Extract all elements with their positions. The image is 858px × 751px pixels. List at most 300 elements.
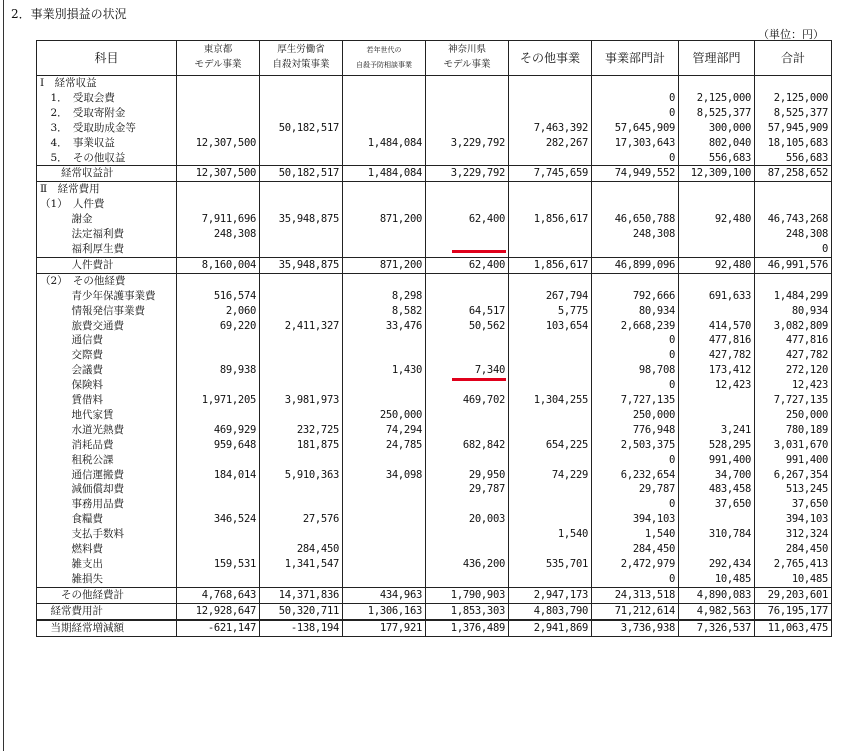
table-cell: 5,910,363 xyxy=(260,468,343,483)
table-cell: 57,945,909 xyxy=(755,121,832,136)
table-cell: 991,400 xyxy=(755,453,832,468)
table-cell: 92,480 xyxy=(679,212,755,227)
table-cell: 57,645,909 xyxy=(592,121,679,136)
row-label: 賃借料 xyxy=(37,393,177,408)
income-statement-table xyxy=(36,40,832,637)
table-cell xyxy=(509,482,592,497)
highlight-underline xyxy=(452,250,506,253)
row-label: 3． 受取助成金等 xyxy=(37,121,177,136)
table-cell: 33,476 xyxy=(343,319,426,334)
table-cell: 177,921 xyxy=(343,620,426,636)
table-row xyxy=(37,289,832,304)
table-cell: 1,341,547 xyxy=(260,557,343,572)
table-cell: 434,963 xyxy=(343,587,426,603)
row-label: 租税公課 xyxy=(37,453,177,468)
table-row xyxy=(37,603,832,619)
table-cell xyxy=(260,151,343,166)
table-cell: 556,683 xyxy=(755,151,832,166)
table-cell xyxy=(177,182,260,197)
table-cell: 248,308 xyxy=(177,227,260,242)
table-cell: 1,856,617 xyxy=(509,212,592,227)
table-row xyxy=(37,76,832,91)
table-cell xyxy=(426,408,509,423)
table-cell xyxy=(343,333,426,348)
table-cell xyxy=(509,91,592,106)
row-label: 2． 受取寄附金 xyxy=(37,106,177,121)
header-mhlw: 厚生労働省 自殺対策事業 xyxy=(260,41,343,76)
table-cell: 74,229 xyxy=(509,468,592,483)
table-cell: 513,245 xyxy=(755,482,832,497)
table-cell xyxy=(592,273,679,288)
table-cell: 4,982,563 xyxy=(679,603,755,619)
table-cell xyxy=(343,348,426,363)
table-cell: 10,485 xyxy=(755,572,832,587)
table-cell: 248,308 xyxy=(755,227,832,242)
table-cell: 477,816 xyxy=(679,333,755,348)
table-cell: 2,125,000 xyxy=(679,91,755,106)
table-cell: 46,899,096 xyxy=(592,257,679,273)
table-row xyxy=(37,166,832,182)
table-cell: 310,784 xyxy=(679,527,755,542)
table-cell xyxy=(260,182,343,197)
table-cell xyxy=(260,453,343,468)
table-row xyxy=(37,408,832,423)
table-cell xyxy=(260,527,343,542)
table-cell xyxy=(509,542,592,557)
table-row xyxy=(37,91,832,106)
table-cell: 1,484,299 xyxy=(755,289,832,304)
table-cell: 7,463,392 xyxy=(509,121,592,136)
table-cell: 2,765,413 xyxy=(755,557,832,572)
table-cell xyxy=(679,242,755,257)
table-cell: 248,308 xyxy=(592,227,679,242)
row-label: 4． 事業収益 xyxy=(37,136,177,151)
table-cell: 34,700 xyxy=(679,468,755,483)
table-cell: 528,295 xyxy=(679,438,755,453)
table-cell xyxy=(343,542,426,557)
table-cell xyxy=(177,542,260,557)
table-cell: 654,225 xyxy=(509,438,592,453)
table-row xyxy=(37,393,832,408)
table-row xyxy=(37,348,832,363)
table-cell: 0 xyxy=(755,242,832,257)
table-cell xyxy=(177,91,260,106)
table-cell: 535,701 xyxy=(509,557,592,572)
table-cell xyxy=(426,333,509,348)
table-cell xyxy=(343,273,426,288)
table-cell xyxy=(426,121,509,136)
table-cell xyxy=(755,197,832,212)
header-admin: 管理部門 xyxy=(679,41,755,76)
table-cell: 2,411,327 xyxy=(260,319,343,334)
table-cell xyxy=(509,182,592,197)
table-cell xyxy=(177,151,260,166)
row-label: 通信運搬費 xyxy=(37,468,177,483)
table-cell: 1,790,903 xyxy=(426,587,509,603)
table-cell xyxy=(509,408,592,423)
table-cell xyxy=(426,197,509,212)
table-cell xyxy=(343,497,426,512)
table-cell xyxy=(177,348,260,363)
table-cell: 14,371,836 xyxy=(260,587,343,603)
row-label: 福利厚生費 xyxy=(37,242,177,257)
row-label: Ⅰ 経常収益 xyxy=(37,76,177,91)
table-cell: 3,031,670 xyxy=(755,438,832,453)
row-label: 雑損失 xyxy=(37,572,177,587)
table-cell xyxy=(426,182,509,197)
section-title: 2．事業別損益の状況 xyxy=(11,7,127,21)
table-cell: 37,650 xyxy=(679,497,755,512)
table-cell: 50,562 xyxy=(426,319,509,334)
table-cell xyxy=(177,76,260,91)
table-cell: 18,105,683 xyxy=(755,136,832,151)
table-cell: 300,000 xyxy=(679,121,755,136)
table-cell xyxy=(509,497,592,512)
table-row xyxy=(37,378,832,393)
table-cell: 6,232,654 xyxy=(592,468,679,483)
header-kanagawa: 神奈川県 モデル事業 xyxy=(426,41,509,76)
table-cell xyxy=(755,76,832,91)
row-label: 旅費交通費 xyxy=(37,319,177,334)
table-cell: 8,525,377 xyxy=(755,106,832,121)
table-cell xyxy=(592,242,679,257)
table-cell: 20,003 xyxy=(426,512,509,527)
table-cell xyxy=(177,106,260,121)
table-cell xyxy=(177,121,260,136)
table-cell xyxy=(426,227,509,242)
table-cell xyxy=(755,273,832,288)
table-cell xyxy=(509,76,592,91)
table-cell xyxy=(426,527,509,542)
table-cell xyxy=(679,182,755,197)
table-cell xyxy=(592,76,679,91)
table-cell xyxy=(509,348,592,363)
table-cell: 427,782 xyxy=(755,348,832,363)
row-label: 5． その他収益 xyxy=(37,151,177,166)
table-cell xyxy=(260,227,343,242)
table-cell: 6,267,354 xyxy=(755,468,832,483)
table-cell: 87,258,652 xyxy=(755,166,832,182)
table-cell: 7,727,135 xyxy=(755,393,832,408)
table-cell: 35,948,875 xyxy=(260,212,343,227)
table-cell xyxy=(679,273,755,288)
table-cell xyxy=(260,378,343,393)
unit-label: （単位：円） xyxy=(758,28,824,41)
table-cell: 0 xyxy=(592,497,679,512)
table-cell: 159,531 xyxy=(177,557,260,572)
table-cell xyxy=(177,197,260,212)
table-cell: 2,060 xyxy=(177,304,260,319)
table-cell: 0 xyxy=(592,151,679,166)
row-label: 消耗品費 xyxy=(37,438,177,453)
table-cell: 29,787 xyxy=(426,482,509,497)
row-label: 謝金 xyxy=(37,212,177,227)
table-cell xyxy=(260,289,343,304)
row-label: Ⅱ 経常費用 xyxy=(37,182,177,197)
row-label: 法定福利費 xyxy=(37,227,177,242)
row-label: 雑支出 xyxy=(37,557,177,572)
header-row xyxy=(37,41,832,76)
table-cell xyxy=(426,497,509,512)
table-row xyxy=(37,482,832,497)
row-label: 減価償却費 xyxy=(37,482,177,497)
table-cell xyxy=(343,527,426,542)
row-label: （1） 人件費 xyxy=(37,197,177,212)
table-cell: 50,182,517 xyxy=(260,121,343,136)
table-cell xyxy=(260,242,343,257)
header-tokyo: 東京都 モデル事業 xyxy=(177,41,260,76)
table-cell: 12,307,500 xyxy=(177,166,260,182)
table-row xyxy=(37,212,832,227)
table-cell: 1,540 xyxy=(509,527,592,542)
table-cell: 1,856,617 xyxy=(509,257,592,273)
table-cell: 29,950 xyxy=(426,468,509,483)
table-row xyxy=(37,136,832,151)
table-cell xyxy=(260,106,343,121)
table-cell xyxy=(260,497,343,512)
table-cell: 1,484,084 xyxy=(343,136,426,151)
table-cell: 346,524 xyxy=(177,512,260,527)
table-cell: 469,929 xyxy=(177,423,260,438)
table-cell: 3,229,792 xyxy=(426,136,509,151)
table-cell: 12,307,500 xyxy=(177,136,260,151)
table-cell: 1,430 xyxy=(343,363,426,378)
row-label: 経常費用計 xyxy=(37,603,177,619)
row-label: 燃料費 xyxy=(37,542,177,557)
table-cell: 74,294 xyxy=(343,423,426,438)
table-cell: 780,189 xyxy=(755,423,832,438)
table-cell: 62,400 xyxy=(426,212,509,227)
table-cell: 1,306,163 xyxy=(343,603,426,619)
table-cell xyxy=(679,512,755,527)
table-cell xyxy=(509,378,592,393)
table-cell: 69,220 xyxy=(177,319,260,334)
table-cell: 2,472,979 xyxy=(592,557,679,572)
row-label: 人件費計 xyxy=(37,257,177,273)
table-cell xyxy=(509,363,592,378)
table-cell: 232,725 xyxy=(260,423,343,438)
table-cell xyxy=(509,333,592,348)
table-row xyxy=(37,257,832,273)
table-cell: 8,160,004 xyxy=(177,257,260,273)
table-cell: 682,842 xyxy=(426,438,509,453)
table-row xyxy=(37,497,832,512)
table-cell xyxy=(679,197,755,212)
table-cell: 7,727,135 xyxy=(592,393,679,408)
table-cell: 871,200 xyxy=(343,257,426,273)
header-other: その他事業 xyxy=(509,41,592,76)
table-row xyxy=(37,273,832,288)
table-cell xyxy=(260,76,343,91)
table-cell: 98,708 xyxy=(592,363,679,378)
table-cell xyxy=(177,482,260,497)
table-row xyxy=(37,512,832,527)
table-cell: 46,650,788 xyxy=(592,212,679,227)
table-cell: 3,736,938 xyxy=(592,620,679,636)
table-row xyxy=(37,227,832,242)
table-cell xyxy=(260,408,343,423)
table-cell xyxy=(260,304,343,319)
table-cell xyxy=(679,304,755,319)
table-cell xyxy=(343,393,426,408)
table-cell: 312,324 xyxy=(755,527,832,542)
table-cell xyxy=(343,121,426,136)
table-cell: 7,326,537 xyxy=(679,620,755,636)
table-cell: 64,517 xyxy=(426,304,509,319)
table-cell: 250,000 xyxy=(755,408,832,423)
table-cell xyxy=(679,542,755,557)
table-cell: 46,991,576 xyxy=(755,257,832,273)
table-row xyxy=(37,453,832,468)
table-cell: 29,203,601 xyxy=(755,587,832,603)
table-cell xyxy=(343,182,426,197)
table-cell: 4,803,790 xyxy=(509,603,592,619)
table-cell: 282,267 xyxy=(509,136,592,151)
table-cell xyxy=(260,273,343,288)
table-cell xyxy=(679,408,755,423)
table-cell: 29,787 xyxy=(592,482,679,497)
page-left-border xyxy=(3,0,4,751)
table-cell: 8,525,377 xyxy=(679,106,755,121)
table-cell xyxy=(343,242,426,257)
row-label: 交際費 xyxy=(37,348,177,363)
table-cell: 7,340 xyxy=(426,363,509,378)
table-row xyxy=(37,542,832,557)
table-cell: 0 xyxy=(592,333,679,348)
table-row xyxy=(37,197,832,212)
table-cell: 24,313,518 xyxy=(592,587,679,603)
table-cell: 46,743,268 xyxy=(755,212,832,227)
table-cell xyxy=(260,482,343,497)
table-row xyxy=(37,363,832,378)
table-cell: 0 xyxy=(592,453,679,468)
table-cell: 483,458 xyxy=(679,482,755,497)
table-cell xyxy=(509,512,592,527)
table-cell: 5,775 xyxy=(509,304,592,319)
table-cell xyxy=(260,363,343,378)
table-cell: 37,650 xyxy=(755,497,832,512)
table-cell: 267,794 xyxy=(509,289,592,304)
table-row xyxy=(37,572,832,587)
table-cell: 292,434 xyxy=(679,557,755,572)
table-cell xyxy=(260,348,343,363)
table-cell: 284,450 xyxy=(755,542,832,557)
table-cell xyxy=(509,242,592,257)
table-cell xyxy=(426,453,509,468)
table-row xyxy=(37,319,832,334)
table-cell xyxy=(679,227,755,242)
table-cell xyxy=(426,423,509,438)
table-cell: 12,423 xyxy=(755,378,832,393)
table-row xyxy=(37,438,832,453)
table-cell: 1,484,084 xyxy=(343,166,426,182)
table-cell: 1,853,303 xyxy=(426,603,509,619)
table-cell: 3,241 xyxy=(679,423,755,438)
table-cell: 394,103 xyxy=(755,512,832,527)
table-cell: 2,668,239 xyxy=(592,319,679,334)
table-cell: 12,423 xyxy=(679,378,755,393)
table-cell: 1,304,255 xyxy=(509,393,592,408)
table-cell xyxy=(343,453,426,468)
table-cell xyxy=(426,91,509,106)
row-label: 地代家賃 xyxy=(37,408,177,423)
table-cell: 436,200 xyxy=(426,557,509,572)
table-cell: 74,949,552 xyxy=(592,166,679,182)
table-cell: 0 xyxy=(592,91,679,106)
table-cell: 173,412 xyxy=(679,363,755,378)
table-cell xyxy=(177,572,260,587)
table-cell: 691,633 xyxy=(679,289,755,304)
table-cell xyxy=(260,136,343,151)
table-cell xyxy=(177,527,260,542)
table-cell: -138,194 xyxy=(260,620,343,636)
table-cell xyxy=(426,289,509,304)
table-cell: 1,540 xyxy=(592,527,679,542)
table-cell xyxy=(260,572,343,587)
table-cell xyxy=(755,182,832,197)
table-cell xyxy=(177,333,260,348)
table-cell xyxy=(343,557,426,572)
table-row xyxy=(37,304,832,319)
row-label: 経常収益計 xyxy=(37,166,177,182)
table-cell: 2,941,869 xyxy=(509,620,592,636)
table-cell xyxy=(592,182,679,197)
table-cell xyxy=(426,273,509,288)
table-cell: 71,212,614 xyxy=(592,603,679,619)
table-cell xyxy=(177,273,260,288)
table-cell xyxy=(426,348,509,363)
header-total: 合計 xyxy=(755,41,832,76)
table-cell xyxy=(509,453,592,468)
table-cell: 24,785 xyxy=(343,438,426,453)
header-business-total: 事業部門計 xyxy=(592,41,679,76)
table-cell: 35,948,875 xyxy=(260,257,343,273)
row-label: 保険料 xyxy=(37,378,177,393)
table-cell xyxy=(343,482,426,497)
table-row xyxy=(37,620,832,636)
table-cell: 11,063,475 xyxy=(755,620,832,636)
table-cell: 80,934 xyxy=(755,304,832,319)
table-cell: 50,182,517 xyxy=(260,166,343,182)
row-label: 支払手数料 xyxy=(37,527,177,542)
row-label: 水道光熱費 xyxy=(37,423,177,438)
table-cell xyxy=(679,76,755,91)
header-account: 科目 xyxy=(37,41,177,76)
table-row xyxy=(37,333,832,348)
table-cell xyxy=(592,197,679,212)
table-cell: 80,934 xyxy=(592,304,679,319)
table-cell: 27,576 xyxy=(260,512,343,527)
table-cell xyxy=(509,423,592,438)
table-cell: 427,782 xyxy=(679,348,755,363)
table-cell: 184,014 xyxy=(177,468,260,483)
table-cell xyxy=(177,453,260,468)
table-cell xyxy=(177,497,260,512)
table-cell: 776,948 xyxy=(592,423,679,438)
table-cell xyxy=(343,76,426,91)
table-cell xyxy=(426,542,509,557)
table-cell xyxy=(343,378,426,393)
table-cell xyxy=(177,242,260,257)
table-cell: 50,320,711 xyxy=(260,603,343,619)
table-cell: 394,103 xyxy=(592,512,679,527)
table-cell: 250,000 xyxy=(592,408,679,423)
row-label: 情報発信事業費 xyxy=(37,304,177,319)
table-cell: 991,400 xyxy=(679,453,755,468)
table-row xyxy=(37,557,832,572)
table-cell: 250,000 xyxy=(343,408,426,423)
table-cell: 284,450 xyxy=(260,542,343,557)
